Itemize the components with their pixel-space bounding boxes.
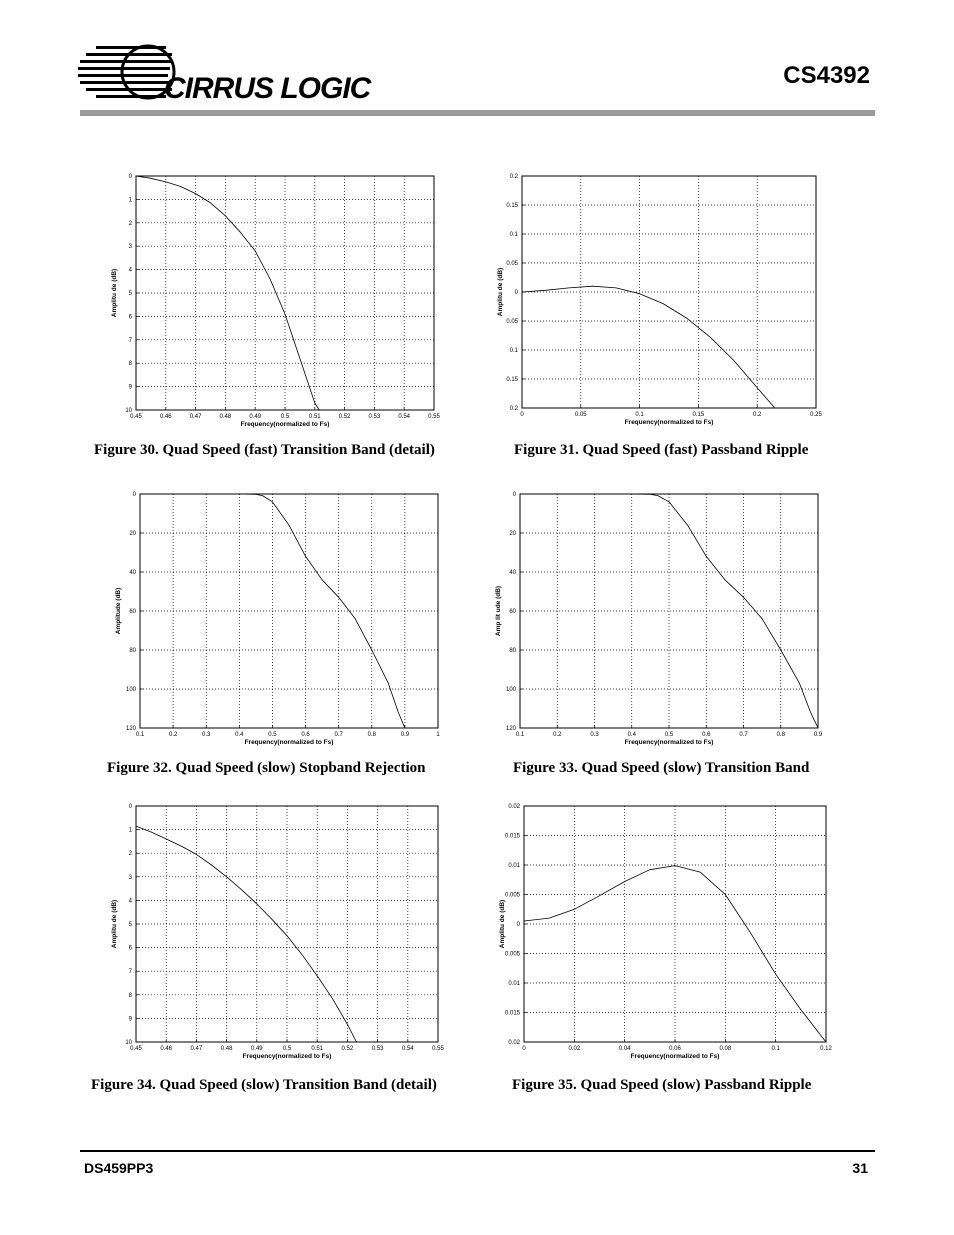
x-tick-label: 0.6 (301, 732, 310, 738)
x-tick-label: 0.8 (367, 732, 376, 738)
figure-32 (110, 488, 450, 752)
x-tick-label: 0 (520, 412, 524, 418)
y-tick-label: 9 (128, 1016, 132, 1023)
y-tick-label: 0 (128, 804, 132, 810)
x-tick-label: 0.9 (813, 732, 823, 738)
x-tick-label: 0.54 (401, 1046, 414, 1052)
x-tick-label: 0.49 (250, 1046, 263, 1052)
chart-fig31 (490, 168, 830, 430)
x-tick-label: 0.46 (159, 414, 172, 420)
y-tick-label: 20 (509, 531, 516, 537)
y-tick-label: 7 (128, 969, 132, 976)
x-tick-label: 0.25 (810, 412, 822, 418)
y-tick-label: 4 (128, 267, 132, 274)
y-tick-label: 6 (128, 945, 132, 952)
x-tick-label: 0.02 (568, 1046, 581, 1052)
y-tick-label: 0.15 (506, 203, 518, 209)
series-line (522, 286, 775, 408)
y-tick-label: 0 (512, 492, 516, 498)
chart-fig32 (110, 488, 450, 752)
y-tick-label: 0.015 (504, 833, 520, 840)
y-tick-label: 0.01 (508, 863, 520, 869)
x-tick-label: 0.05 (574, 412, 587, 418)
page-number: 31 (852, 1160, 868, 1176)
x-tick-label: 0.5 (282, 1046, 292, 1052)
y-tick-label: 0.01 (508, 981, 520, 987)
y-tick-label: 8 (128, 361, 132, 368)
y-axis-label: Amplitu de (dB) (111, 268, 118, 318)
x-tick-label: 0.48 (220, 1046, 233, 1052)
y-axis-label: Amp lit ude (dB) (495, 585, 502, 637)
y-tick-label: 60 (509, 609, 516, 615)
x-tick-label: 1 (436, 732, 440, 738)
y-tick-label: 20 (129, 531, 136, 537)
x-tick-label: 0.54 (398, 414, 411, 420)
y-tick-label: 6 (128, 314, 132, 321)
y-tick-label: 120 (125, 726, 136, 732)
y-tick-label: 40 (509, 570, 516, 576)
y-tick-label: 0.005 (504, 951, 520, 958)
x-tick-label: 0.4 (235, 732, 244, 738)
y-tick-label: 10 (125, 1040, 132, 1046)
caption-fig31: Figure 31. Quad Speed (fast) Passband Ripple (514, 442, 809, 458)
x-axis-label: Frequency(normalized to Fs) (244, 739, 334, 746)
y-axis-label: Amplitu de (dB) (111, 899, 118, 949)
x-tick-label: 0.47 (190, 1046, 203, 1052)
x-tick-label: 0.08 (719, 1046, 732, 1052)
x-tick-label: 0.46 (160, 1046, 173, 1052)
document-id: DS459PP3 (84, 1160, 154, 1176)
x-axis-label: Frequency(normalized to Fs) (624, 739, 714, 746)
x-tick-label: 0.49 (249, 414, 262, 420)
y-tick-label: 60 (129, 609, 136, 615)
y-tick-label: 5 (128, 291, 132, 297)
x-tick-label: 0 (522, 1046, 526, 1052)
y-tick-label: 120 (505, 726, 516, 732)
chart-fig35 (490, 798, 835, 1062)
x-tick-label: 0.15 (692, 412, 705, 418)
x-axis-label: Frequency(normalized to Fs) (242, 1053, 332, 1060)
x-tick-label: 0.52 (341, 1046, 354, 1052)
cirrus-logic-logo (78, 42, 371, 105)
caption-fig35: Figure 35. Quad Speed (slow) Passband Ripple (512, 1077, 812, 1093)
y-tick-label: 1 (128, 827, 132, 834)
y-tick-label: 0.2 (509, 406, 518, 412)
x-tick-label: 0.51 (311, 1046, 324, 1052)
x-tick-label: 0.47 (189, 414, 202, 420)
chart-fig33 (490, 488, 830, 752)
x-axis-label: Frequency(normalized to Fs) (630, 1053, 720, 1060)
y-tick-label: 0.1 (509, 232, 518, 238)
x-tick-label: 0.3 (202, 732, 211, 738)
x-tick-label: 0.3 (590, 732, 599, 738)
x-axis-label: Frequency(normalized to Fs) (624, 419, 714, 426)
x-tick-label: 0.45 (130, 414, 142, 420)
part-number: CS4392 (783, 62, 870, 89)
x-tick-label: 0.5 (268, 732, 277, 738)
x-tick-label: 0.55 (432, 1046, 444, 1052)
y-tick-label: 80 (129, 648, 136, 654)
y-tick-label: 2 (128, 220, 132, 227)
x-tick-label: 0.2 (553, 732, 562, 738)
x-tick-label: 0.53 (368, 414, 381, 420)
logo-wordmark: CIRRUS LOGIC (164, 72, 371, 105)
caption-fig34: Figure 34. Quad Speed (slow) Transition Band (detail) (91, 1077, 437, 1093)
y-tick-label: 3 (128, 874, 132, 881)
chart-fig30 (110, 168, 450, 430)
y-tick-label: 0 (128, 174, 132, 180)
y-axis-label: Amplitu de (dB) (497, 267, 504, 317)
y-tick-label: 0.02 (508, 804, 520, 810)
y-tick-label: 0 (132, 492, 136, 498)
chart-fig34 (110, 798, 450, 1062)
y-axis-label: Amplitu de (dB) (499, 899, 506, 949)
y-tick-label: 100 (505, 687, 516, 693)
figure-35 (490, 798, 835, 1062)
x-tick-label: 0.52 (338, 414, 351, 420)
y-tick-label: 0 (514, 290, 518, 296)
y-tick-label: 0 (516, 922, 520, 928)
y-axis-label: Amplitude (dB) (115, 587, 122, 635)
y-tick-label: 100 (125, 687, 136, 693)
caption-fig32: Figure 32. Quad Speed (slow) Stopband Rejection (107, 760, 426, 776)
x-tick-label: 0.2 (753, 412, 762, 418)
x-axis-label: Frequency(normalized to Fs) (240, 421, 330, 428)
x-tick-label: 0.51 (308, 414, 321, 420)
plot-frame (140, 494, 438, 728)
y-tick-label: 80 (509, 648, 516, 654)
x-tick-label: 0.1 (771, 1046, 780, 1052)
y-tick-label: 0.15 (506, 377, 518, 383)
x-tick-label: 0.06 (669, 1046, 681, 1052)
x-tick-label: 0.2 (168, 732, 178, 738)
x-tick-label: 0.5 (664, 732, 674, 738)
y-tick-label: 0.015 (504, 1010, 520, 1017)
y-tick-label: 3 (128, 244, 132, 251)
y-tick-label: 9 (128, 384, 132, 391)
y-tick-label: 0.1 (509, 348, 518, 354)
x-tick-label: 0.7 (739, 732, 748, 738)
figure-34 (110, 798, 450, 1062)
y-tick-label: 8 (128, 992, 132, 999)
y-tick-label: 0.2 (509, 174, 518, 180)
x-tick-label: 0.1 (515, 732, 525, 738)
y-tick-label: 0.005 (504, 892, 520, 899)
x-tick-label: 0.6 (702, 732, 711, 738)
x-tick-label: 0.53 (371, 1046, 384, 1052)
footer-rule (80, 1150, 875, 1152)
caption-fig33: Figure 33. Quad Speed (slow) Transition Band (513, 760, 810, 776)
y-tick-label: 10 (125, 408, 132, 414)
figure-30 (110, 168, 450, 430)
caption-fig30: Figure 30. Quad Speed (fast) Transition Band (detail) (94, 442, 435, 458)
x-tick-label: 0.5 (280, 414, 290, 420)
x-tick-label: 0.55 (428, 414, 440, 420)
x-tick-label: 0.12 (820, 1046, 832, 1052)
y-tick-label: 4 (128, 898, 132, 905)
x-tick-label: 0.8 (776, 732, 785, 738)
y-tick-label: 1 (128, 197, 132, 204)
y-tick-label: 7 (128, 337, 132, 344)
logo-graphic (78, 42, 371, 105)
y-tick-label: 0.05 (506, 319, 518, 325)
y-tick-label: 2 (128, 851, 132, 858)
x-tick-label: 0.4 (627, 732, 636, 738)
figure-31 (490, 168, 830, 430)
y-tick-label: 5 (128, 922, 132, 928)
y-tick-label: 0.02 (508, 1040, 520, 1046)
header-rule (80, 110, 875, 116)
x-tick-label: 0.48 (219, 414, 232, 420)
series-line (136, 826, 357, 1042)
x-tick-label: 0.04 (618, 1046, 631, 1052)
x-tick-label: 0.45 (130, 1046, 142, 1052)
x-tick-label: 0.9 (400, 732, 410, 738)
figure-33 (490, 488, 830, 752)
x-tick-label: 0.1 (135, 732, 145, 738)
y-tick-label: 0.05 (506, 261, 518, 267)
x-tick-label: 0.1 (635, 412, 644, 418)
x-tick-label: 0.7 (334, 732, 343, 738)
y-tick-label: 40 (129, 570, 136, 576)
